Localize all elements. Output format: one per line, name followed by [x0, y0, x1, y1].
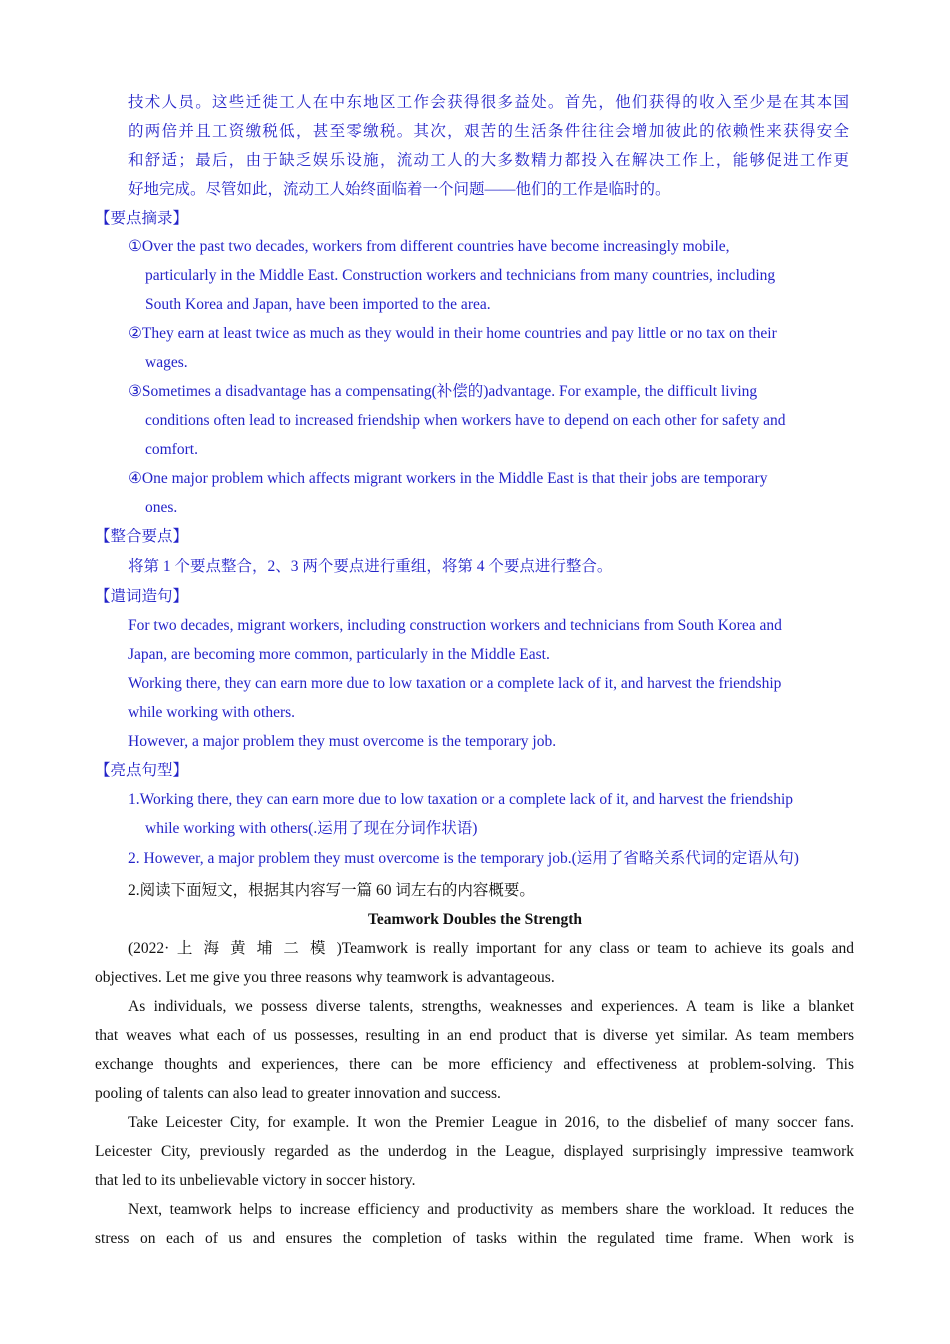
translation-line: 的两倍并且工资缴税低，甚至零缴税。其次，艰苦的生活条件往往会增加彼此的依赖性来获得安全: [128, 123, 849, 140]
translation-line: 和舒适；最后，由于缺乏娱乐设施，流动工人的大多数精力都投入在解决工作上，能够促进工作更: [128, 152, 849, 169]
section-heading-key-points: 【要点摘录】: [95, 210, 189, 227]
key-point-line: ②They earn at least twice as much as they would in their home countries and pay little or no tax on their: [128, 325, 777, 342]
passage-line: exchange thoughts and experiences, there can be more efficiency and effectiveness at problem-solving. This: [95, 1056, 854, 1073]
key-point-line: ones.: [145, 499, 178, 516]
integrate-text: 将第 1 个要点整合，2、3 两个要点进行重组，将第 4 个要点进行整合。: [128, 558, 613, 575]
passage-line: objectives. Let me give you three reasons why teamwork is advantageous.: [95, 969, 555, 986]
section-heading-integrate: 【整合要点】: [95, 528, 189, 545]
passage-line: Next, teamwork helps to increase efficiency and productivity as members share the workload. It reduces the: [128, 1201, 854, 1218]
wording-line: while working with others.: [128, 704, 296, 721]
section-heading-wording: 【遣词造句】: [95, 588, 189, 605]
passage-title: Teamwork Doubles the Strength: [367, 911, 582, 928]
translation-line: 技术人员。这些迁徙工人在中东地区工作会获得很多益处。首先，他们获得的收入至少是在其本国: [128, 94, 849, 111]
wording-line: For two decades, migrant workers, including construction workers and technicians from South Korea and: [128, 617, 782, 634]
passage-line: that weaves what each of us possesses, resulting in an end product that is diverse yet similar. As team members: [95, 1027, 854, 1044]
key-point-line: particularly in the Middle East. Construction workers and technicians from many countries, including: [145, 267, 776, 284]
wording-line: However, a major problem they must overcome is the temporary job.: [128, 733, 557, 750]
key-point-line: ③Sometimes a disadvantage has a compensating(补偿的)advantage. For example, the difficult living: [128, 383, 758, 400]
key-point-line: ①Over the past two decades, workers from different countries have become increasingly mobile,: [128, 238, 730, 255]
passage-line: Take Leicester City, for example. It won the Premier League in 2016, to the disbelief of many soccer fans.: [128, 1114, 854, 1131]
wording-line: Working there, they can earn more due to low taxation or a complete lack of it, and harvest the friendship: [128, 675, 782, 692]
key-point-line: South Korea and Japan, have been imported to the area.: [145, 296, 491, 313]
highlight-line: while working with others(.运用了现在分词作状语): [145, 820, 478, 837]
passage-line: As individuals, we possess diverse talents, strengths, weaknesses and experiences. A team is like a blanket: [128, 998, 854, 1015]
passage-line: stress on each of us and ensures the completion of tasks within the regulated time frame. When work is: [95, 1230, 854, 1247]
highlight-line: 2. However, a major problem they must overcome is the temporary job.(运用了省略关系代词的定语从句): [128, 850, 799, 867]
section-heading-highlights: 【亮点句型】: [95, 762, 189, 779]
task-instruction: 2.阅读下面短文，根据其内容写一篇 60 词左右的内容概要。: [128, 882, 535, 899]
key-point-line: ④One major problem which affects migrant workers in the Middle East is that their jobs are temporary: [128, 470, 768, 487]
translation-line: 好地完成。尽管如此，流动工人始终面临着一个问题——他们的工作是临时的。: [128, 181, 671, 198]
passage-line: Leicester City, previously regarded as the underdog in the League, displayed surprisingly impressive teamwork: [95, 1143, 854, 1160]
key-point-line: comfort.: [145, 441, 198, 458]
passage-line: (2022· 上 海 黄 埔 二 模 )Teamwork is really important for any class or team to achieve its goals and: [128, 940, 854, 957]
wording-line: Japan, are becoming more common, particularly in the Middle East.: [128, 646, 550, 663]
highlight-line: 1.Working there, they can earn more due to low taxation or a complete lack of it, and harvest the friendship: [128, 791, 794, 808]
passage-line: pooling of talents can also lead to greater innovation and success.: [95, 1085, 501, 1102]
passage-line: that led to its unbelievable victory in soccer history.: [95, 1172, 416, 1189]
key-point-line: wages.: [145, 354, 188, 371]
key-point-line: conditions often lead to increased friendship when workers have to depend on each other for safety and: [145, 412, 786, 429]
